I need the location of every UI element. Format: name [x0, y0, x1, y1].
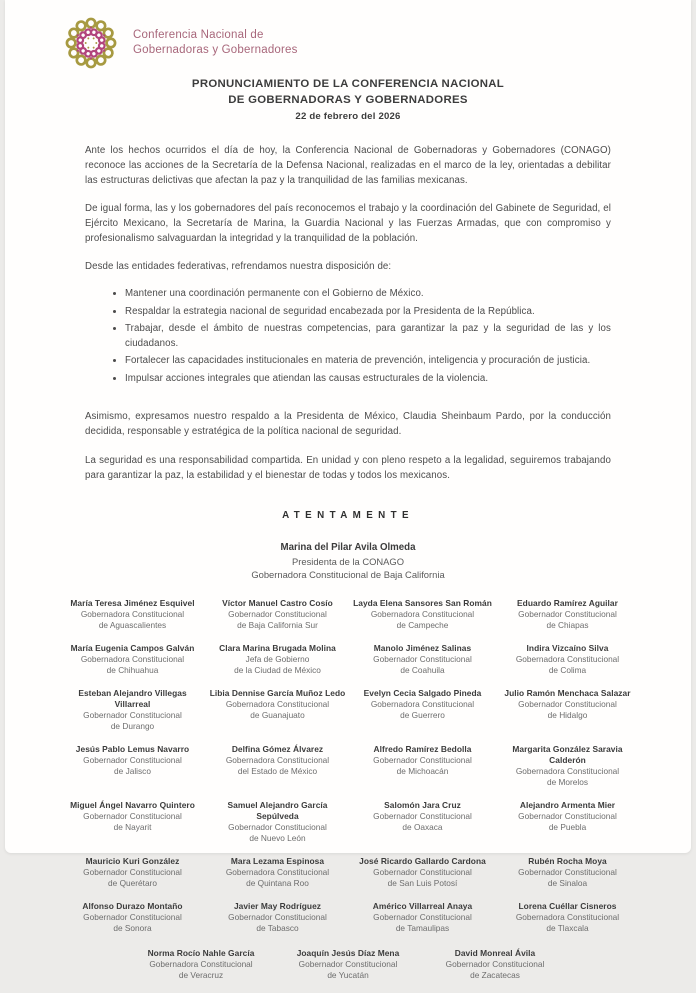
signatory-name: Rubén Rocha Moya — [528, 856, 607, 866]
signatory-name: Alfredo Ramírez Bedolla — [373, 743, 472, 754]
signatory-role: Gobernador Constitucional — [373, 811, 472, 822]
signatory-state: de Colima — [548, 664, 587, 675]
signatory-role: Gobernador Constitucional — [228, 608, 327, 619]
signatory-name: Libia Dennise García Muñoz Ledo — [209, 687, 346, 698]
signatory-name: Manolo Jiménez Salinas — [373, 642, 472, 653]
signatory-name: Alfonso Durazo Montaño — [82, 900, 183, 911]
signatory-role: Gobernador Constitucional — [373, 754, 472, 765]
signatory-state: de San Luis Potosí — [387, 878, 458, 889]
signatory — [498, 744, 637, 788]
signatory-name: Clara Marina Brugada Molina — [219, 642, 336, 653]
signatory — [353, 901, 492, 934]
president-role2: Gobernadora Constitucional de Baja California — [251, 568, 445, 580]
signatory-state: de Aguascalientes — [98, 619, 167, 630]
signatories-last-row — [5, 948, 691, 993]
signatory-state: de Puebla — [548, 821, 587, 832]
signatory — [63, 901, 202, 934]
signatory — [498, 598, 637, 631]
signatory-state: de Chihuahua — [106, 664, 159, 675]
signatory — [63, 598, 202, 631]
signatory-state: de Oaxaca — [402, 821, 443, 832]
signatory — [422, 948, 568, 981]
signatory-state: de Zacatecas — [470, 969, 520, 980]
document-page — [5, 0, 691, 980]
signatory-state: de Coahuila — [400, 664, 445, 675]
signatory — [63, 688, 202, 732]
signatories-grid — [63, 598, 637, 946]
signatory — [208, 744, 347, 777]
signatory-state: de Sinaloa — [547, 878, 588, 889]
bullet-list — [85, 287, 611, 386]
signatory-state: de Michoacán — [396, 765, 449, 776]
signatory — [353, 800, 492, 833]
title-line1: PRONUNCIAMIENTO DE LA CONFERENCIA NACIONAL — [191, 78, 505, 90]
signatory — [498, 901, 637, 934]
signatory-role: Gobernadora Constitucional — [225, 754, 330, 765]
bullet-item: • Fortalecer las capacidades institucionales en materia de prevención, inteligencia y procuración de justicia. — [125, 354, 611, 369]
signatory-name: David Monreal Ávila — [454, 947, 536, 958]
president-role1: Presidenta de la CONAGO — [291, 555, 405, 567]
signatory-state: de Chiapas — [546, 619, 589, 630]
bullet-item: • Mantener una coordinación permanente con el Gobierno de México. — [125, 287, 611, 302]
bullet-item: • Respaldar la estrategia nacional de seguridad encabezada por la Presidenta de la República. — [125, 305, 611, 320]
signatory — [353, 598, 492, 631]
signatory — [208, 901, 347, 934]
signatory-name: Víctor Manuel Castro Cosío — [222, 597, 333, 608]
signatory-state: de Campeche — [396, 619, 449, 630]
signatory — [498, 643, 637, 676]
signatory-name: María Eugenia Campos Galván — [70, 642, 195, 653]
signatory-role: Gobernador Constitucional — [83, 811, 182, 822]
signatory-role: Gobernador Constitucional — [518, 867, 617, 878]
signatory-state: de Guanajuato — [250, 709, 305, 720]
signatory — [63, 800, 202, 833]
signatory — [353, 688, 492, 721]
signatory-name: Indira Vizcaíno Silva — [526, 642, 609, 653]
signatory-name: Jesús Pablo Lemus Navarro — [75, 743, 190, 754]
signatory-name: José Ricardo Gallardo Cardona — [359, 856, 486, 866]
signatory-role: Jefa de Gobierno — [245, 653, 310, 664]
body-paragraph: Asimismo, expresamos nuestro respaldo a la Presidenta de México, Claudia Sheinbaum Pardo, por la conducción decidida, responsable y estratégica de la política nacional de seguridad. — [85, 411, 611, 438]
signatory-state: de Yucatán — [327, 969, 369, 980]
signatory-name: Miguel Ángel Navarro Quintero — [70, 799, 195, 810]
signatory-role: Gobernadora Constitucional — [370, 608, 475, 619]
bullet-item: • Trabajar, desde el ámbito de nuestras competencias, para garantizar la paz y la seguridad de las y los ciudadanos. — [125, 322, 611, 351]
signatory — [275, 948, 421, 981]
title-block — [5, 77, 691, 122]
atentamente-heading: ATENTAMENTE — [282, 509, 414, 521]
signatory — [128, 948, 274, 981]
signatory-role: Gobernador Constitucional — [228, 912, 327, 923]
signatory-name: Lorena Cuéllar Cisneros — [518, 900, 617, 911]
signatory-role: Gobernador Constitucional — [83, 754, 182, 765]
president-name: Marina del Pilar Avila Olmeda — [280, 541, 416, 553]
signatory-state: de Nuevo León — [249, 833, 306, 844]
conago-logo-icon — [61, 14, 121, 72]
signatory-name: Alejandro Armenta Mier — [519, 799, 616, 810]
signatory-name: Layda Elena Sansores San Román — [353, 597, 492, 608]
title-line2: DE GOBERNADORAS Y GOBERNADORES — [228, 93, 468, 106]
signatory-name: Mauricio Kuri González — [85, 856, 180, 866]
signatory-name: Eduardo Ramírez Aguilar — [517, 597, 618, 608]
signatory-role: Gobernadora Constitucional — [515, 766, 620, 777]
signatory-state: de Veracruz — [178, 969, 224, 980]
signatory — [208, 856, 347, 889]
signatory-state: de Tabasco — [256, 923, 299, 933]
signatory-role: Gobernador Constitucional — [228, 822, 327, 833]
signatory-role: Gobernador Constitucional — [83, 867, 182, 878]
body-paragraph: Ante los hechos ocurridos el día de hoy, la Conferencia Nacional de Gobernadoras y Gobernadores (CONAGO) reconoce las acciones de la Secretaría de la Defensa Nacional, realizadas en el marco de la ley, orientadas a debilitar las estructuras delictivas que afectan la paz y la tranquilidad de las familias mexicanas. — [85, 144, 611, 186]
logo-wordmark-line1: Conferencia Nacional de — [133, 28, 264, 41]
signatory — [353, 856, 492, 889]
signatory-state: de Guerrero — [400, 709, 445, 720]
bullet-item: • Impulsar acciones integrales que atiendan las causas estructurales de la violencia. — [125, 372, 611, 387]
signatory-role: Gobernadora Constitucional — [80, 653, 185, 664]
signatory-role: Gobernadora Constitucional — [225, 698, 330, 709]
signatory-role: Gobernador Constitucional — [518, 698, 617, 709]
document-date: 22 de febrero del 2026 — [295, 110, 401, 122]
signatory-role: Gobernador Constitucional — [298, 959, 398, 970]
signatory-state: de Tlaxcala — [546, 923, 589, 933]
signatory-state: de Baja California Sur — [237, 619, 318, 630]
signatory — [208, 643, 347, 676]
signatory-role: Gobernador Constitucional — [373, 867, 472, 878]
signatory-role: Gobernadora Constitucional — [225, 867, 330, 878]
signatory — [208, 598, 347, 631]
document-title — [5, 77, 691, 109]
signatory — [63, 643, 202, 676]
signatory — [498, 688, 637, 721]
signatory-role: Gobernador Constitucional — [445, 959, 545, 970]
signatory-state: de Querétaro — [108, 878, 157, 889]
signatory-role: Gobernador Constitucional — [373, 653, 472, 664]
signatory-name: Norma Rocío Nahle García — [147, 947, 255, 958]
signatory-state: de Hidalgo — [547, 709, 588, 720]
signatory — [63, 856, 202, 889]
signatory-role: Gobernadora Constitucional — [515, 653, 620, 664]
signatory-state: de Quintana Roo — [246, 878, 309, 889]
signatory-state: de Tamaulipas — [395, 923, 450, 933]
intro-paragraphs — [85, 143, 611, 274]
body-paragraph: De igual forma, las y los gobernadores del país reconocemos el trabajo y la coordinación del Gabinete de Seguridad, el Ejército Mexicano, la Secretaría de Marina, la Guardia Nacional y las Fuerzas Armadas, que con compromiso y profesionalismo salvaguardan la integridad y la tranquilidad de la población. — [85, 203, 611, 245]
signatory-state: de la Ciudad de México — [234, 664, 321, 675]
signatory — [208, 688, 347, 721]
body-paragraph: La seguridad es una responsabilidad compartida. En unidad y con pleno respeto a la legalidad, seguiremos trabajando para garantizar la paz, la estabilidad y el bienestar de todas y todos los mexicanos. — [85, 454, 611, 481]
signatory-name: Julio Ramón Menchaca Salazar — [504, 687, 631, 698]
signatory-role: Gobernadora Constitucional — [80, 608, 185, 619]
signatory-name: Américo Villarreal Anaya — [372, 900, 473, 911]
signatory-name: Salomón Jara Cruz — [384, 799, 461, 810]
body-paragraph: Desde las entidades federativas, refrendamos nuestra disposición de: — [85, 261, 392, 273]
signatory-role: Gobernador Constitucional — [373, 912, 472, 923]
logo-wordmark-line2: Gobernadoras y Gobernadores — [133, 44, 298, 56]
signatory-name: Javier May Rodríguez — [233, 900, 322, 911]
signatory-state: de Nayarit — [113, 821, 152, 832]
signatory-state: del Estado de México — [237, 765, 318, 776]
signatory — [63, 744, 202, 777]
signatory-role: Gobernadora Constitucional — [515, 912, 620, 923]
signatory-state: de Jalisco — [114, 765, 151, 776]
signatory — [208, 800, 347, 844]
signatory — [498, 856, 637, 889]
signatory-name: Joaquín Jesús Díaz Mena — [296, 947, 400, 958]
signatory-role: Gobernadora Constitucional — [149, 959, 253, 970]
signatory-name: Esteban Alejandro Villegas Villarreal — [78, 687, 187, 709]
signatory-state: de Sonora — [113, 923, 152, 933]
signatory-state: de Durango — [110, 720, 155, 731]
closing-paragraphs — [85, 409, 611, 482]
signatory-role: Gobernadora Constitucional — [370, 698, 475, 709]
signatory-name: Margarita González Saravia Calderón — [512, 743, 623, 765]
president-signature — [5, 542, 691, 581]
signatory-role: Gobernador Constitucional — [83, 912, 182, 923]
signatory-role: Gobernador Constitucional — [83, 710, 182, 720]
signatory — [498, 800, 637, 833]
signatory-name: Samuel Alejandro García Sepúlveda — [227, 799, 328, 822]
signatory — [353, 744, 492, 777]
signatory-state: de Morelos — [546, 777, 589, 787]
signatory-name: Mara Lezama Espinosa — [230, 856, 325, 866]
document-header — [5, 0, 691, 73]
signatory-role: Gobernador Constitucional — [518, 608, 617, 619]
signatory-role: Gobernador Constitucional — [518, 811, 617, 822]
signatory-name: María Teresa Jiménez Esquivel — [70, 597, 195, 608]
document-body — [5, 143, 691, 483]
signatory — [353, 643, 492, 676]
signatory-name: Evelyn Cecia Salgado Pineda — [363, 687, 482, 698]
signatory-name: Delfina Gómez Álvarez — [231, 743, 324, 754]
logo-wordmark — [133, 28, 298, 58]
